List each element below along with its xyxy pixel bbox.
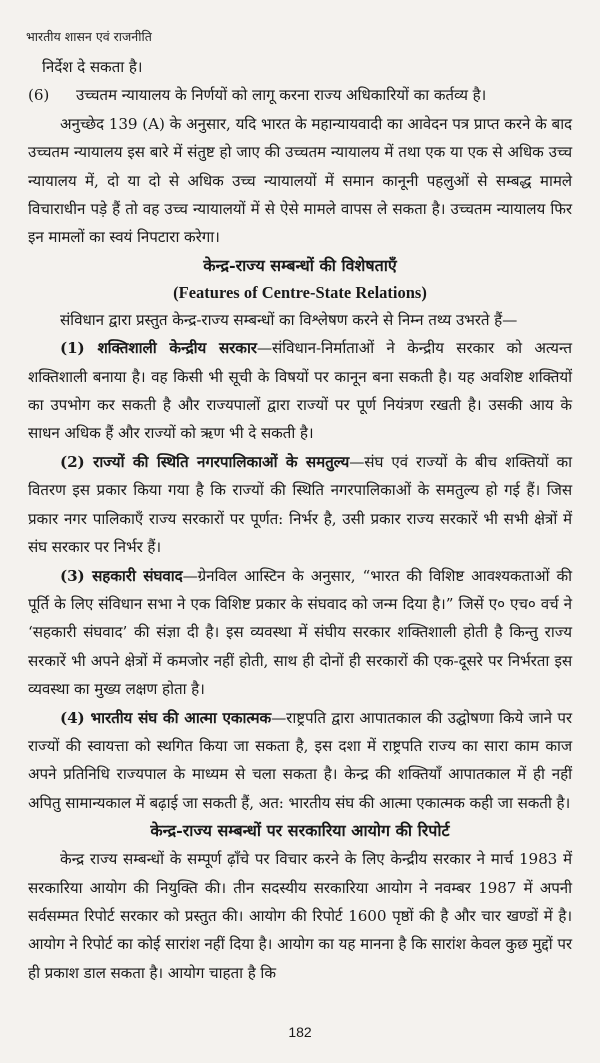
feature-point-1: [28, 334, 572, 448]
running-head: भारतीय शासन एवं राजनीति: [26, 29, 152, 44]
paragraph-article-139a: अनुच्छेद 139 (A) के अनुसार, यदि भारत के महान्यायवादी का आवेदन पत्र प्राप्त करने के बाद उच्चतम न्यायालय इस बारे में संतुष्ट हो जाए की उच्चतम न्यायालय में तथा एक या एक से अधिक उच्च न्यायालय में, दो या दो से अधिक उच्च न्यायालयों में समान कानूनी पहलुओं से सम्बद्ध मामले विचाराधीन पड़े हैं तो वह उच्च न्यायालयों में से ऐसे मामले वापस ले सकता है। उच्चतम न्यायालय फिर इन मामलों का स्वयं निपटारा करेगा।: [28, 114, 572, 247]
list-item-6: [28, 81, 572, 109]
feature-title: (3) सहकारी संघवाद: [60, 566, 183, 585]
feature-text: —राष्ट्रपति द्वारा आपातकाल की उद्घोषणा किये जाने पर राज्यों की स्वायत्ता को स्थगित किया जा सकता है, इस दशा में राष्ट्रपति राज्य का सारा काम काज अपने प्रतिनिधि राज्यपाल के माध्यम से चला सकता है। केन्द्र की शक्तियाँ आपातकाल में ही नहीं अपितु सामान्यकाल में बढ़ाई जा सकती हैं, अत: भारतीय संघ की आत्मा एकात्मक कही जा सकती है।: [28, 708, 573, 812]
feature-title: (4) भारतीय संघ की आत्मा एकात्मक: [60, 708, 272, 727]
page-number: 182: [288, 1024, 312, 1040]
section-heading-sarkaria: केन्द्र-राज्य सम्बन्धों पर सरकारिया आयोग की रिपोर्ट: [150, 821, 450, 841]
feature-text: —संविधान-निर्माताओं ने केन्द्रीय सरकार को अत्यन्त शक्तिशाली बनाया है। वह किसी भी सूची के विषयों पर कानून बना सकती है। यह अवशिष्ट शक्तियों का उपभोग कर सकती है और राज्यपालों द्वारा राज्यों पर पूर्ण नियंत्रण रखती है। उसकी आय के साधन अधिक हैं और राज्यों को ऋण भी दे सकती है।: [28, 339, 572, 443]
feature-title: (1) शक्तिशाली केन्द्रीय सरकार: [60, 339, 257, 358]
section-heading-english: (Features of Centre-State Relations): [173, 282, 427, 302]
feature-point-4: [28, 704, 572, 818]
paragraph-features-intro: संविधान द्वारा प्रस्तुत केन्द्र-राज्य सम्बन्धों का विश्लेषण करने से निम्न तथ्य उभरते हैं—: [60, 310, 518, 329]
feature-text: —संघ एवं राज्यों के बीच शक्तियों का वितरण इस प्रकार किया गया है कि राज्यों की स्थिति नगरपालिकाओं के समतुल्य हो गई हैं। जिस प्रकार नगर पालिकाएँ राज्य सरकारों पर पूर्णत: निर्भर है, उसी प्रकार राज्य सरकारें भी सभी क्षेत्रों में संघ सरकार पर निर्भर हैं।: [28, 452, 573, 557]
feature-text: —ग्रेनविल आस्टिन के अनुसार, “भारत की विशिष्ट आवश्यकताओं की पूर्ति के लिए संविधान सभा ने एक विशिष्ट प्रकार के संघवाद को जन्म दिया है।” जिसें ए० एच० वर्च ने ‘सहकारी संघवाद’ की संज्ञा दी है। इस व्यवस्था में संघीय सरकार शक्तिशाली होती है किन्तु राज्य सरकारें भी अपने क्षेत्रों में कमजोर नहीं होती, साथ ही दोनों ही सरकारों की एक-दूसरे पर निर्भरता इस व्यवस्था का मुख्य लक्षण होता है।: [28, 566, 572, 699]
feature-point-3: [28, 562, 572, 704]
section-heading-features: केन्द्र-राज्य सम्बन्धों की विशेषताएँ: [203, 255, 397, 275]
feature-point-2: [28, 448, 572, 562]
paragraph-sarkaria: केन्द्र राज्य सम्बन्धों के सम्पूर्ण ढ़ाँचे पर विचार करने के लिए केन्द्रीय सरकार ने मार्च 1983 में सरकारिया आयोग की नियुक्ति की। तीन सदस्यीय सरकारिया आयोग ने नवम्बर 1987 में अपनी सर्वसम्मत रिपोर्ट सरकार को प्रस्तुत की। आयोग की रिपोर्ट 1600 पृष्ठों की है और चार खण्डों में है। आयोग ने रिपोर्ट का कोई सारांश नहीं दिया है। आयोग का यह मानना है कि सारांश केवल कुछ मुद्दों पर ही प्रकाश डाल सकता है। आयोग चाहता है कि: [28, 850, 572, 982]
item-number: (6): [28, 86, 50, 105]
item-text: उच्चतम न्यायालय के निर्णयों को लागू करना राज्य अधिकारियों का कर्तव्य है।: [76, 86, 487, 105]
feature-title: (2) राज्यों की स्थिति नगरपालिकाओं के समतुल्य: [60, 452, 350, 471]
paragraph-continuation: निर्देश दे सकता है।: [42, 58, 143, 76]
